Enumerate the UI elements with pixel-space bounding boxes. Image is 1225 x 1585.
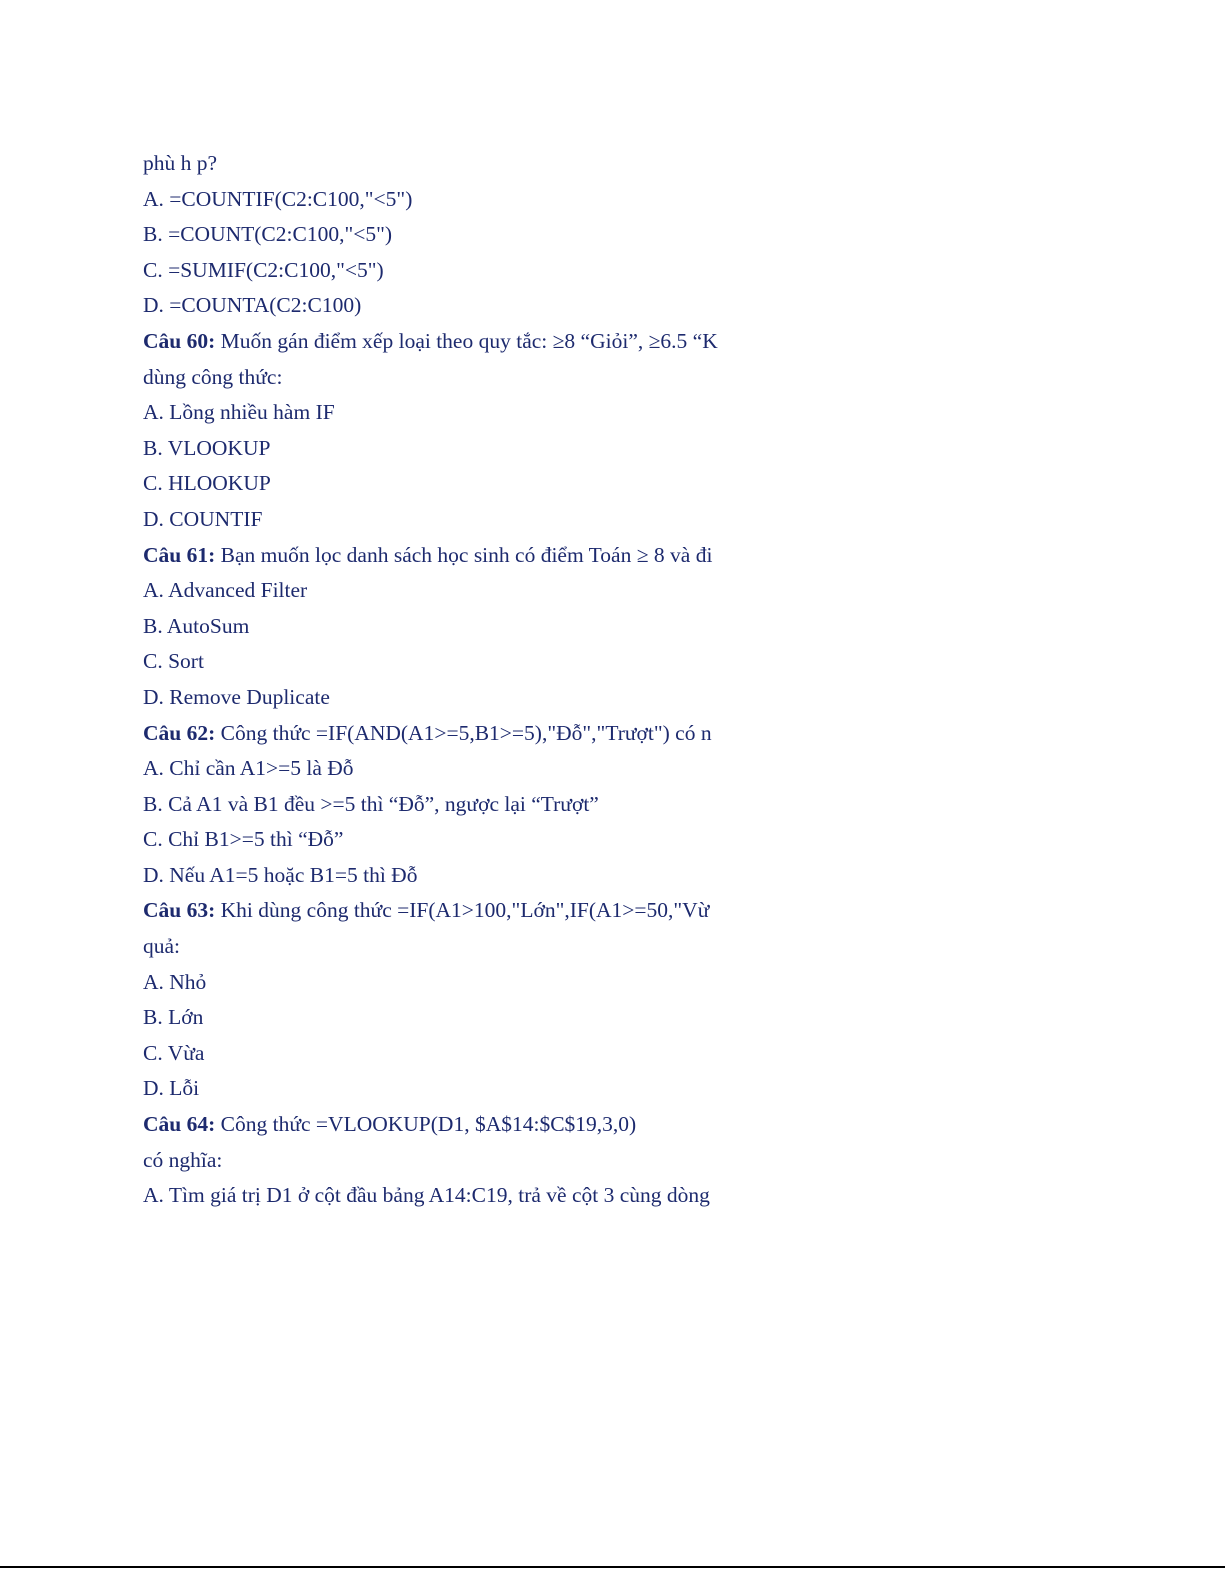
text-line: có nghĩa: xyxy=(143,1147,223,1172)
question-number: Câu 62: xyxy=(143,720,216,745)
question-text: Muốn gán điểm xếp loại theo quy tắc: ≥8 “Giỏi”, ≥6.5 “K xyxy=(215,328,718,353)
text-line: C. Sort xyxy=(143,649,204,674)
question-line xyxy=(143,1107,803,1143)
text-line: C. =SUMIF(C2:C100,"<5") xyxy=(143,257,384,282)
text-line: C. HLOOKUP xyxy=(143,471,271,496)
question-number: Câu 61: xyxy=(143,542,216,567)
text-line: D. Lỗi xyxy=(143,1076,200,1101)
text-line: phù h p? xyxy=(143,151,218,175)
text-line: D. =COUNTA(C2:C100) xyxy=(143,293,362,318)
text-line: A. Lồng nhiều hàm IF xyxy=(143,400,335,425)
text-line: A. Tìm giá trị D1 ở cột đầu bảng A14:C19, trả về cột 3 cùng dòng xyxy=(143,1183,710,1208)
question-line xyxy=(143,538,803,574)
question-line xyxy=(143,324,803,360)
text-line: quả: xyxy=(143,934,181,959)
text-line: B. VLOOKUP xyxy=(143,435,271,460)
text-line: D. Nếu A1=5 hoặc B1=5 thì Đỗ xyxy=(143,862,418,887)
document-body xyxy=(143,146,803,1214)
text-line: A. Nhỏ xyxy=(143,969,207,994)
text-line: B. Lớn xyxy=(143,1005,204,1030)
text-line: B. Cả A1 và B1 đều >=5 thì “Đỗ”, ngược lại “Trượt” xyxy=(143,791,599,816)
question-number: Câu 60: xyxy=(143,328,216,353)
question-text: Công thức =IF(AND(A1>=5,B1>=5),"Đỗ","Trượt") có n xyxy=(215,720,712,745)
text-line: A. =COUNTIF(C2:C100,"<5") xyxy=(143,186,413,211)
text-line: C. Vừa xyxy=(143,1040,205,1065)
question-line xyxy=(143,893,803,929)
text-line: B. AutoSum xyxy=(143,613,250,638)
text-line: C. Chỉ B1>=5 thì “Đỗ” xyxy=(143,827,344,852)
text-line: B. =COUNT(C2:C100,"<5") xyxy=(143,222,393,247)
question-number: Câu 63: xyxy=(143,898,216,923)
text-line: A. Advanced Filter xyxy=(143,578,308,603)
text-line: A. Chỉ cần A1>=5 là Đỗ xyxy=(143,756,354,781)
text-line: D. Remove Duplicate xyxy=(143,684,330,709)
question-text: Khi dùng công thức =IF(A1>100,"Lớn",IF(A1>=50,"Vừ xyxy=(215,898,710,923)
text-line: D. COUNTIF xyxy=(143,506,263,531)
question-text: Công thức =VLOOKUP(D1, $A$14:$C$19,3,0) xyxy=(215,1112,637,1137)
question-number: Câu 64: xyxy=(143,1112,216,1137)
question-text: Bạn muốn lọc danh sách học sinh có điểm Toán ≥ 8 và đi xyxy=(215,542,713,567)
question-line xyxy=(143,716,803,752)
text-line: dùng công thức: xyxy=(143,364,283,389)
page-bottom-rule xyxy=(0,1566,1225,1568)
